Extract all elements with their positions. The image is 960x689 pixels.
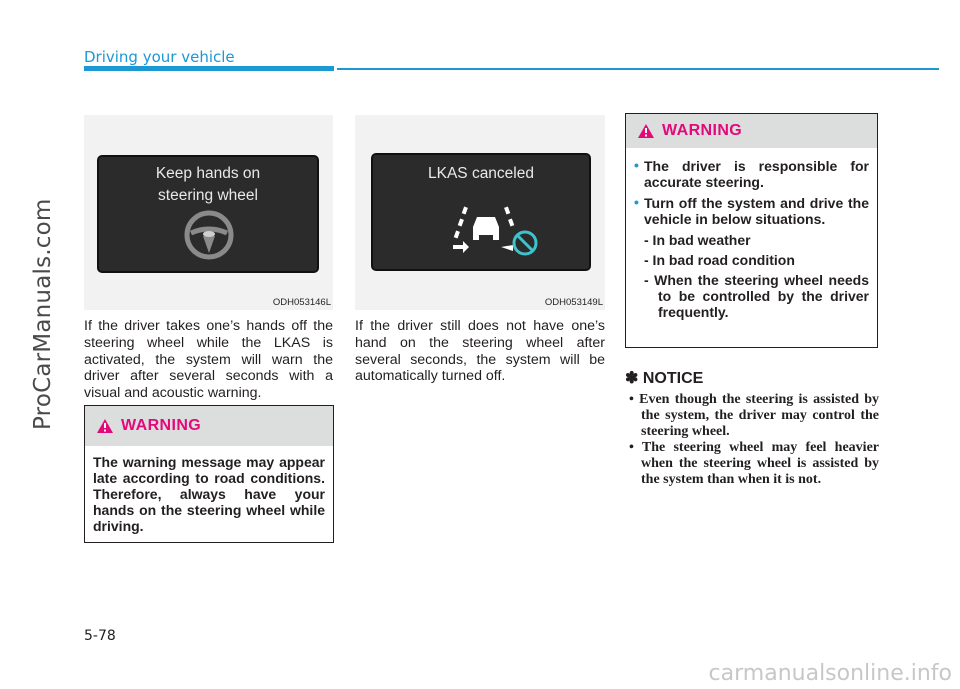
cluster-display bbox=[371, 153, 591, 271]
bullet-icon: • bbox=[634, 194, 639, 210]
warning-body bbox=[626, 148, 877, 332]
header-rule bbox=[337, 68, 939, 70]
warning-title: WARNING bbox=[121, 417, 202, 434]
warning-header bbox=[85, 406, 333, 446]
notice-list bbox=[625, 392, 879, 488]
screen-message-line2: steering wheel bbox=[158, 187, 258, 204]
page-number: 5-78 bbox=[84, 628, 116, 644]
figure-code: ODH053149L bbox=[544, 297, 603, 308]
paragraph-hands-off: If the driver takes one’s hands off the steering wheel while the LKAS is activated, the system will warn the driver after several seconds with a visual and acoustic warning. bbox=[84, 318, 333, 402]
notice-item: • Even though the steering is assisted by the system, the driver may control the steering wheel. bbox=[629, 392, 879, 439]
warning-triangle-icon bbox=[638, 124, 654, 138]
figure-keep-hands bbox=[84, 115, 333, 310]
paragraph-auto-off: If the driver still does not have one’s hand on the steering wheel after several seconds, the system will be automatically turned off. bbox=[355, 318, 605, 385]
warning-box-message-late bbox=[84, 405, 334, 543]
warning-body: The warning message may appear late according to road conditions. Therefore, always have your hands on the steering wheel while driving. bbox=[93, 454, 325, 534]
notice-title: ✽ NOTICE bbox=[625, 370, 704, 387]
cluster-display bbox=[97, 155, 319, 273]
side-watermark: ProCarManuals.com bbox=[30, 198, 56, 430]
warning-subitem: - In bad weather bbox=[644, 232, 751, 248]
warning-triangle-icon bbox=[97, 419, 113, 433]
steering-wheel-icon bbox=[183, 209, 235, 261]
screen-message-line1: Keep hands on bbox=[155, 165, 261, 182]
figure-code: ODH053146L bbox=[272, 297, 331, 308]
warning-subitem: - When the steering wheel needs to be controlled by the driver frequently. bbox=[644, 272, 869, 320]
warning-box-driver-responsible bbox=[625, 113, 878, 348]
warning-subitem: - In bad road condition bbox=[644, 252, 795, 268]
lane-keeping-canceled-icon bbox=[453, 195, 543, 265]
section-title: Driving your vehicle bbox=[84, 48, 235, 66]
figure-lkas-canceled bbox=[355, 115, 605, 310]
warning-item: • Turn off the system and drive the vehicle in below situations. bbox=[634, 194, 869, 227]
bullet-icon: • bbox=[634, 157, 639, 173]
screen-message-line1: LKAS canceled bbox=[428, 165, 534, 182]
footer-watermark: carmanualsonline.info bbox=[708, 661, 952, 686]
warning-header bbox=[626, 114, 877, 148]
warning-title: WARNING bbox=[662, 122, 743, 139]
warning-item: • The driver is responsible for accurate steering. bbox=[634, 157, 869, 190]
header-bar bbox=[84, 66, 334, 71]
notice-item: • The steering wheel may feel heavier when the steering wheel is assisted by the system than when it is not. bbox=[629, 440, 879, 487]
